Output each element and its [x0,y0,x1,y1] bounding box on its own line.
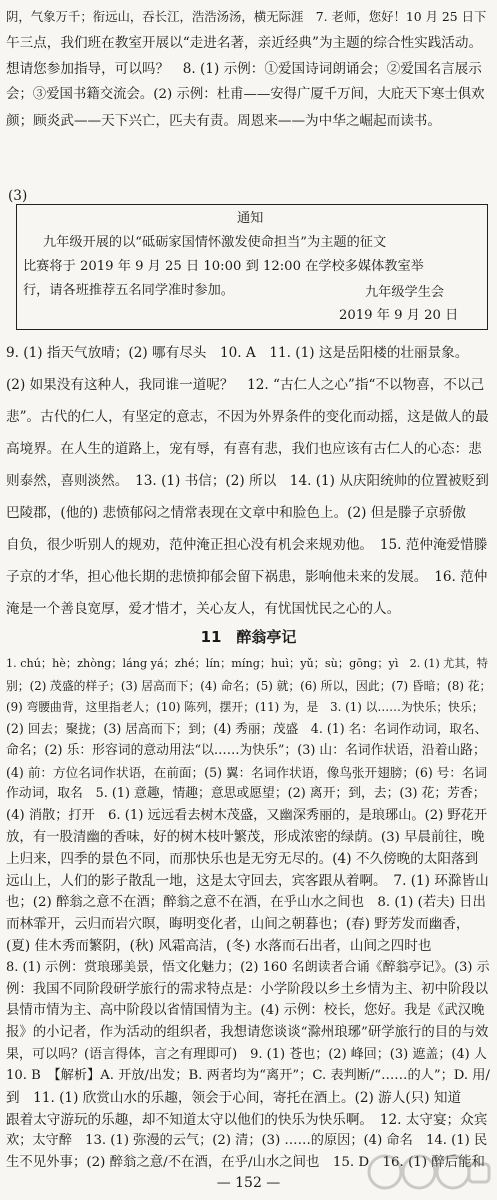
bottom-line-18: 报》的小记者，作为活动的组织者，我想请您谈谈“滁州琅琊”研学旅行的目的与效 [6,1024,489,1040]
answer-page [6,4,491,1196]
notice-box [16,204,488,330]
bottom-line-15: 8. (1) 示例：赏琅琊美景，悟文化魅力；(2) 160 名朗读者合诵《醉翁亭记》。(3) 示 [6,959,490,975]
bottom-line-1: 1. chú；hè；zhòng；láng yá；zhé；lín；míng；huì；yǔ；sù；gōng；yì 2. (1) 尤其，特 [6,657,488,670]
bottom-line-16: 例：我国不同阶段研学旅行的需求特点是：小学阶段以乡土乡情为主、初中阶段以 [6,981,489,997]
bottom-line-4: (2) 回去；聚拢；(3) 居高而下；到；(4) 秀丽；茂盛 4. (1) 名：名词作动词，取名、 [6,721,488,737]
mid-line-3: 悲”。古代的仁人，有坚定的意志，不因为外界条件的变化而动摇，这是做人的最 [6,409,489,425]
top-line-1: 阴，气象万千；衔远山，吞长江，浩浩汤汤，横无际涯 7. 老师，您好！10 月 25 日下 [6,9,487,24]
mid-line-5: 则泰然，喜则淡然。 13. (1) 书信；(2) 所以 14. (1) 从庆阳统帅的位置被贬到 [6,473,489,489]
bottom-line-5: 命名；(2) 乐：形容词的意动用法“以……为快乐”；(3) 山：名词作状语，沿着山路； [6,742,486,758]
top-line-5: 颜；顾炎武——天下兴亡，匹夫有责。周恩来——为中华之崛起而读书。 [6,113,441,129]
bottom-line-20: 10. B 【解析】A. 开放/出发；B. 两者均为“离开”；C. 表判断/“……的人”；D. 用/ [6,1068,490,1084]
bottom-line-22: 跟着太守游玩的乐趣，却不知道太守以他们的快乐为快乐啊。 12. 太守宴；众宾 [6,1111,488,1128]
notice-label: (3) [8,188,28,204]
mid-line-6: 巴陵郡，(他的) 悲愤郁闷之情常表现在文章中和脸色上。(2) 但是滕子京骄傲 [6,505,466,521]
bottom-line-14: (夏) 佳木秀而繁阴，(秋) 风霜高洁，(冬) 水落而石出者，山间之四时也 [6,938,432,955]
top-line-2: 午三点，我们班在教室开展以“走进名著，亲近经典”为主题的综合性实践活动。 [6,35,483,51]
bottom-line-13: 而林霏开，云归而岩穴暝，晦明变化者，山间之朝暮也；(春) 野芳发而幽香， [6,916,470,933]
notice-body-line-1: 九年级开展的以“砥砺家国情怀激发使命担当”为主题的征文 [43,235,387,250]
mid-line-1: 9. (1) 指天气放晴；(2) 哪有尽头 10. A 11. (1) 这是岳阳楼的壮丽景象。 [6,345,469,361]
bottom-line-2: 别；(2) 茂盛的样子；(3) 居高而下；(4) 命名；(5) 就；(6) 所以，因此；(7) 昏暗；(8) 花； [6,678,492,693]
bottom-line-12: 也；(2) 醉翁之意不在酒；醉翁之意不在酒，在乎山水之间也 8. (1) (若夫) 日出 [6,894,486,910]
top-line-4: 会；③爱国书籍交流会。(2) 示例：杜甫——安得广厦千万间，大庇天下寒士俱欢 [6,87,485,102]
bottom-line-19: 果，可以吗？(语言得体，言之有理即可) 9. (1) 苍也；(2) 峰回；(3) 遮盖；(4) 人 [6,1046,487,1062]
mid-line-9: 淹是一个善良宽厚，爱才惜才，关心友人，有忧国忧民之心的人。 [6,601,401,617]
bottom-line-3: (9) 弯腰曲背，这里指老人；(10) 陈列，摆开；(11) 为，是 3. (1) 以……为快乐；快乐； [6,700,484,715]
bottom-line-8: (4) 消散；打开 6. (1) 远远看去树木茂盛，又幽深秀丽的，是琅琊山。(2) 野花开 [6,807,488,823]
bottom-line-11: 远山上，人们的影子散乱一地，这是太守回去，宾客跟从着啊。 7. (1) 环滁皆山 [6,873,489,889]
watermark-logo [365,1146,493,1198]
notice-signature: 九年级学生会 [365,285,445,300]
bottom-line-23: 欢；太守醉 13. (1) 弥漫的云气；(2) 清；(3) ……的原因；(4) 命名 14. (1) 民 [6,1133,488,1149]
notice-date: 2019 年 9 月 20 日 [339,308,459,323]
mid-line-8: 子京的才华，担心他长期的悲愤抑郁会留下祸患，影响他未来的发展。 16. 范仲 [6,569,488,585]
top-line-3: 想请您参加指导，可以吗？ 8. (1) 示例：①爱国诗词朗诵会；②爱国名言展示 [6,61,482,77]
mid-line-4: 高境界。在人生的道路上，宠有辱，有喜有悲，我们也应该有古仁人的心态：悲 [6,441,482,457]
page-number: — 152 — [216,1175,281,1191]
bottom-line-17: 县情市情为主、高中阶段以省情国情为主。(4) 示例：校长，您好。我是《武汉晚 [6,1003,485,1019]
notice-title: 通知 [237,211,264,226]
bottom-line-9: 放，有一股清幽的香味，好的树木枝叶繁茂，形成浓密的绿荫。(3) 早晨前往，晚 [6,829,485,845]
bottom-line-7: 作动词，取名 5. (1) 意趣，情趣；意思或愿望；(2) 离开；到，去；(3) 花；芳香； [6,786,486,802]
bottom-line-6: (4) 前：方位名词作状语，在前面；(5) 翼：名词作状语，像鸟张开翅膀；(6) 号：名词 [6,764,488,780]
mid-line-2: (2) 如果没有这种人，我同谁一道呢？ 12. “古仁人之心”指“不以物喜，不以己 [6,377,485,393]
notice-body-line-2: 比赛将于 2019 年 9 月 25 日 10:00 到 12:00 在学校多媒体教室举 [23,259,424,274]
bottom-line-21: 到 11. (1) 欣赏山水的乐趣，领会于心间，寄托在酒上。(2) 游人(只) 知道 [6,1090,462,1106]
mid-line-7: 自负，很少听别人的规劝，范仲淹正担心没有机会来规劝他。 15. 范仲淹爱惜滕 [6,537,488,553]
notice-body-line-3: 行，请各班推荐五名同学准时参加。 [23,283,234,298]
section-title: 11 醉翁亭记 [200,628,297,646]
bottom-line-24: 生不见外事；(2) 醉翁之意/不在酒，在乎/山水之间也 15. D 16. (1) 醉后能和 [6,1155,485,1171]
bottom-line-10: 上归来，四季的景色不同，而那快乐也是无穷无尽的。(4) 不久傍晚的太阳落到 [6,851,479,868]
